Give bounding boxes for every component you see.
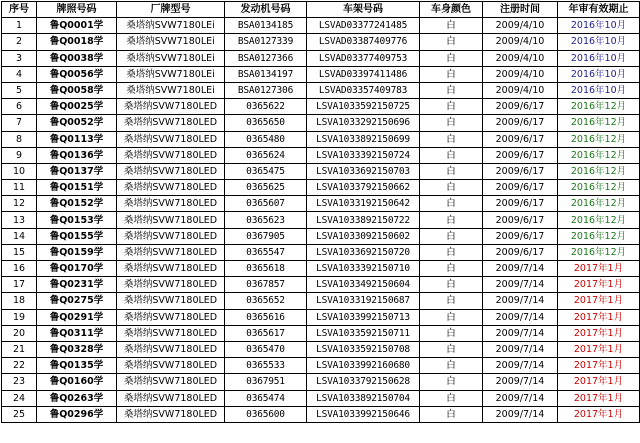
- row-number: 2: [2, 34, 37, 50]
- plate-number: 鲁Q0263学: [37, 390, 117, 406]
- body-color: 白: [420, 34, 483, 50]
- table-row: [2, 34, 640, 50]
- engine-number: 0365623: [225, 212, 307, 228]
- body-color: 白: [420, 277, 483, 293]
- vehicle-table: [1, 1, 640, 423]
- frame-number: LSVA1033892150722: [307, 212, 420, 228]
- inspection-expiry: 2016年12月: [558, 228, 640, 244]
- registration-date: 2009/7/14: [483, 358, 558, 374]
- table-row: [2, 341, 640, 357]
- plate-number: 鲁Q0056学: [37, 66, 117, 82]
- header-plate: 牌照号码: [37, 2, 117, 18]
- frame-number: LSVA1033792150628: [307, 374, 420, 390]
- registration-date: 2009/7/14: [483, 309, 558, 325]
- plate-number: 鲁Q0275学: [37, 293, 117, 309]
- engine-number: 0365625: [225, 180, 307, 196]
- frame-number: LSVAD03377409753: [307, 50, 420, 66]
- row-number: 7: [2, 115, 37, 131]
- row-number: 10: [2, 163, 37, 179]
- table-row: [2, 212, 640, 228]
- frame-number: LSVAD03397411486: [307, 66, 420, 82]
- registration-date: 2009/6/17: [483, 228, 558, 244]
- row-number: 14: [2, 228, 37, 244]
- body-color: 白: [420, 131, 483, 147]
- plate-number: 鲁Q0151学: [37, 180, 117, 196]
- table-row: [2, 309, 640, 325]
- inspection-expiry: 2016年12月: [558, 147, 640, 163]
- row-number: 15: [2, 244, 37, 260]
- inspection-expiry: 2016年12月: [558, 196, 640, 212]
- registration-date: 2009/6/17: [483, 115, 558, 131]
- registration-date: 2009/6/17: [483, 131, 558, 147]
- engine-number: 0365624: [225, 147, 307, 163]
- vehicle-model: 桑塔纳SVW7180LED: [117, 180, 225, 196]
- vehicle-model: 桑塔纳SVW7180LEi: [117, 34, 225, 50]
- plate-number: 鲁Q0137学: [37, 163, 117, 179]
- registration-date: 2009/7/14: [483, 293, 558, 309]
- engine-number: 0367857: [225, 277, 307, 293]
- engine-number: BSA0127306: [225, 82, 307, 98]
- vehicle-model: 桑塔纳SVW7180LED: [117, 244, 225, 260]
- table-row: [2, 147, 640, 163]
- row-number: 1: [2, 18, 37, 34]
- row-number: 20: [2, 325, 37, 341]
- table-row: [2, 325, 640, 341]
- vehicle-model: 桑塔纳SVW7180LED: [117, 163, 225, 179]
- vehicle-model: 桑塔纳SVW7180LED: [117, 374, 225, 390]
- engine-number: 0365470: [225, 341, 307, 357]
- table-header: [2, 2, 640, 18]
- table-row: [2, 82, 640, 98]
- registration-date: 2009/6/17: [483, 244, 558, 260]
- inspection-expiry: 2016年12月: [558, 212, 640, 228]
- plate-number: 鲁Q0155学: [37, 228, 117, 244]
- vehicle-model: 桑塔纳SVW7180LED: [117, 406, 225, 422]
- vehicle-model: 桑塔纳SVW7180LEi: [117, 82, 225, 98]
- inspection-expiry: 2017年1月: [558, 374, 640, 390]
- row-number: 16: [2, 261, 37, 277]
- plate-number: 鲁Q0153学: [37, 212, 117, 228]
- table-row: [2, 115, 640, 131]
- table-row: [2, 390, 640, 406]
- vehicle-model: 桑塔纳SVW7180LED: [117, 277, 225, 293]
- body-color: 白: [420, 341, 483, 357]
- vehicle-model: 桑塔纳SVW7180LEi: [117, 66, 225, 82]
- body-color: 白: [420, 358, 483, 374]
- body-color: 白: [420, 180, 483, 196]
- frame-number: LSVA1033992160680: [307, 358, 420, 374]
- vehicle-model: 桑塔纳SVW7180LED: [117, 341, 225, 357]
- engine-number: 0365600: [225, 406, 307, 422]
- vehicle-model: 桑塔纳SVW7180LED: [117, 293, 225, 309]
- row-number: 25: [2, 406, 37, 422]
- engine-number: BSA0134197: [225, 66, 307, 82]
- registration-date: 2009/7/14: [483, 390, 558, 406]
- registration-date: 2009/7/14: [483, 277, 558, 293]
- registration-date: 2009/4/10: [483, 34, 558, 50]
- registration-date: 2009/4/10: [483, 50, 558, 66]
- frame-number: LSVA1033992150646: [307, 406, 420, 422]
- inspection-expiry: 2017年1月: [558, 309, 640, 325]
- row-number: 24: [2, 390, 37, 406]
- body-color: 白: [420, 66, 483, 82]
- plate-number: 鲁Q0136学: [37, 147, 117, 163]
- plate-number: 鲁Q0328学: [37, 341, 117, 357]
- frame-number: LSVA1033992150713: [307, 309, 420, 325]
- table-row: [2, 374, 640, 390]
- frame-number: LSVA1033592150725: [307, 99, 420, 115]
- body-color: 白: [420, 196, 483, 212]
- engine-number: 0365650: [225, 115, 307, 131]
- vehicle-model: 桑塔纳SVW7180LED: [117, 147, 225, 163]
- registration-date: 2009/7/14: [483, 325, 558, 341]
- plate-number: 鲁Q0152学: [37, 196, 117, 212]
- plate-number: 鲁Q0001学: [37, 18, 117, 34]
- frame-number: LSVA1033792150662: [307, 180, 420, 196]
- table-row: [2, 66, 640, 82]
- registration-date: 2009/6/17: [483, 196, 558, 212]
- engine-number: 0365617: [225, 325, 307, 341]
- registration-date: 2009/6/17: [483, 180, 558, 196]
- frame-number: LSVA1033192150642: [307, 196, 420, 212]
- frame-number: LSVA1033892150704: [307, 390, 420, 406]
- table-row: [2, 18, 640, 34]
- plate-number: 鲁Q0058学: [37, 82, 117, 98]
- vehicle-model: 桑塔纳SVW7180LED: [117, 131, 225, 147]
- table-row: [2, 50, 640, 66]
- registration-date: 2009/7/14: [483, 374, 558, 390]
- body-color: 白: [420, 115, 483, 131]
- body-color: 白: [420, 18, 483, 34]
- row-number: 17: [2, 277, 37, 293]
- table-row: [2, 99, 640, 115]
- engine-number: 0365475: [225, 163, 307, 179]
- frame-number: LSVAD03377241485: [307, 18, 420, 34]
- plate-number: 鲁Q0135学: [37, 358, 117, 374]
- registration-date: 2009/4/10: [483, 66, 558, 82]
- engine-number: 0367905: [225, 228, 307, 244]
- vehicle-model: 桑塔纳SVW7180LED: [117, 325, 225, 341]
- inspection-expiry: 2017年1月: [558, 358, 640, 374]
- table-row: [2, 131, 640, 147]
- table-row: [2, 261, 640, 277]
- table-row: [2, 163, 640, 179]
- vehicle-model: 桑塔纳SVW7180LED: [117, 212, 225, 228]
- registration-date: 2009/6/17: [483, 99, 558, 115]
- engine-number: 0365607: [225, 196, 307, 212]
- engine-number: 0367951: [225, 374, 307, 390]
- inspection-expiry: 2017年1月: [558, 341, 640, 357]
- frame-number: LSVA1033292150696: [307, 115, 420, 131]
- inspection-expiry: 2016年12月: [558, 163, 640, 179]
- body-color: 白: [420, 244, 483, 260]
- table-body: [2, 18, 640, 423]
- body-color: 白: [420, 50, 483, 66]
- body-color: 白: [420, 325, 483, 341]
- row-number: 3: [2, 50, 37, 66]
- frame-number: LSVAD03357409783: [307, 82, 420, 98]
- inspection-expiry: 2016年12月: [558, 99, 640, 115]
- registration-date: 2009/7/14: [483, 261, 558, 277]
- engine-number: 0365622: [225, 99, 307, 115]
- engine-number: 0365547: [225, 244, 307, 260]
- inspection-expiry: 2016年10月: [558, 34, 640, 50]
- table-row: [2, 358, 640, 374]
- row-number: 5: [2, 82, 37, 98]
- row-number: 21: [2, 341, 37, 357]
- body-color: 白: [420, 82, 483, 98]
- body-color: 白: [420, 212, 483, 228]
- engine-number: 0365474: [225, 390, 307, 406]
- body-color: 白: [420, 293, 483, 309]
- inspection-expiry: 2017年1月: [558, 277, 640, 293]
- registration-date: 2009/6/17: [483, 163, 558, 179]
- row-number: 12: [2, 196, 37, 212]
- vehicle-model: 桑塔纳SVW7180LED: [117, 261, 225, 277]
- vehicle-model: 桑塔纳SVW7180LED: [117, 309, 225, 325]
- body-color: 白: [420, 374, 483, 390]
- inspection-expiry: 2016年10月: [558, 50, 640, 66]
- header-expiry: 年审有效期止: [558, 2, 640, 18]
- frame-number: LSVA1033192150687: [307, 293, 420, 309]
- frame-number: LSVA1033392150710: [307, 261, 420, 277]
- body-color: 白: [420, 163, 483, 179]
- plate-number: 鲁Q0170学: [37, 261, 117, 277]
- frame-number: LSVAD03387409776: [307, 34, 420, 50]
- registration-date: 2009/7/14: [483, 406, 558, 422]
- registration-date: 2009/4/10: [483, 18, 558, 34]
- row-number: 23: [2, 374, 37, 390]
- header-model: 厂牌型号: [117, 2, 225, 18]
- registration-date: 2009/4/10: [483, 82, 558, 98]
- plate-number: 鲁Q0113学: [37, 131, 117, 147]
- header-color: 车身颜色: [420, 2, 483, 18]
- vehicle-model: 桑塔纳SVW7180LEi: [117, 50, 225, 66]
- table-row: [2, 228, 640, 244]
- vehicle-model: 桑塔纳SVW7180LED: [117, 228, 225, 244]
- inspection-expiry: 2016年10月: [558, 82, 640, 98]
- frame-number: LSVA1033092150602: [307, 228, 420, 244]
- frame-number: LSVA1033592150708: [307, 341, 420, 357]
- frame-number: LSVA1033492150604: [307, 277, 420, 293]
- vehicle-model: 桑塔纳SVW7180LED: [117, 196, 225, 212]
- body-color: 白: [420, 406, 483, 422]
- inspection-expiry: 2016年10月: [558, 66, 640, 82]
- inspection-expiry: 2016年12月: [558, 115, 640, 131]
- inspection-expiry: 2017年1月: [558, 325, 640, 341]
- table-row: [2, 406, 640, 422]
- inspection-expiry: 2016年10月: [558, 18, 640, 34]
- table-row: [2, 293, 640, 309]
- row-number: 11: [2, 180, 37, 196]
- frame-number: LSVA1033692150703: [307, 163, 420, 179]
- engine-number: BSA0134185: [225, 18, 307, 34]
- vehicle-model: 桑塔纳SVW7180LED: [117, 115, 225, 131]
- row-number: 6: [2, 99, 37, 115]
- header-no: 序号: [2, 2, 37, 18]
- plate-number: 鲁Q0231学: [37, 277, 117, 293]
- vehicle-model: 桑塔纳SVW7180LED: [117, 390, 225, 406]
- engine-number: 0365533: [225, 358, 307, 374]
- inspection-expiry: 2017年1月: [558, 293, 640, 309]
- plate-number: 鲁Q0025学: [37, 99, 117, 115]
- row-number: 4: [2, 66, 37, 82]
- frame-number: LSVA1033392150724: [307, 147, 420, 163]
- plate-number: 鲁Q0038学: [37, 50, 117, 66]
- registration-date: 2009/7/14: [483, 341, 558, 357]
- engine-number: 0365616: [225, 309, 307, 325]
- body-color: 白: [420, 228, 483, 244]
- header-frame: 车架号码: [307, 2, 420, 18]
- engine-number: 0365618: [225, 261, 307, 277]
- inspection-expiry: 2016年12月: [558, 131, 640, 147]
- header-reg-date: 注册时间: [483, 2, 558, 18]
- row-number: 18: [2, 293, 37, 309]
- plate-number: 鲁Q0296学: [37, 406, 117, 422]
- vehicle-model: 桑塔纳SVW7180LED: [117, 358, 225, 374]
- table-row: [2, 244, 640, 260]
- inspection-expiry: 2016年12月: [558, 244, 640, 260]
- plate-number: 鲁Q0160学: [37, 374, 117, 390]
- body-color: 白: [420, 309, 483, 325]
- plate-number: 鲁Q0052学: [37, 115, 117, 131]
- body-color: 白: [420, 147, 483, 163]
- row-number: 13: [2, 212, 37, 228]
- inspection-expiry: 2017年1月: [558, 390, 640, 406]
- vehicle-model: 桑塔纳SVW7180LED: [117, 99, 225, 115]
- inspection-expiry: 2016年12月: [558, 180, 640, 196]
- inspection-expiry: 2017年1月: [558, 261, 640, 277]
- header-row: [2, 2, 640, 18]
- frame-number: LSVA1033892150699: [307, 131, 420, 147]
- frame-number: LSVA1033692150720: [307, 244, 420, 260]
- plate-number: 鲁Q0311学: [37, 325, 117, 341]
- inspection-expiry: 2017年1月: [558, 406, 640, 422]
- table-row: [2, 277, 640, 293]
- plate-number: 鲁Q0018学: [37, 34, 117, 50]
- engine-number: BSA0127366: [225, 50, 307, 66]
- plate-number: 鲁Q0291学: [37, 309, 117, 325]
- frame-number: LSVA1033592150711: [307, 325, 420, 341]
- plate-number: 鲁Q0159学: [37, 244, 117, 260]
- body-color: 白: [420, 99, 483, 115]
- engine-number: 0365480: [225, 131, 307, 147]
- body-color: 白: [420, 261, 483, 277]
- row-number: 8: [2, 131, 37, 147]
- registration-date: 2009/6/17: [483, 147, 558, 163]
- table-row: [2, 180, 640, 196]
- row-number: 19: [2, 309, 37, 325]
- body-color: 白: [420, 390, 483, 406]
- row-number: 22: [2, 358, 37, 374]
- row-number: 9: [2, 147, 37, 163]
- header-engine: 发动机号码: [225, 2, 307, 18]
- table-row: [2, 196, 640, 212]
- engine-number: BSA0127339: [225, 34, 307, 50]
- vehicle-model: 桑塔纳SVW7180LEi: [117, 18, 225, 34]
- registration-date: 2009/6/17: [483, 212, 558, 228]
- engine-number: 0365652: [225, 293, 307, 309]
